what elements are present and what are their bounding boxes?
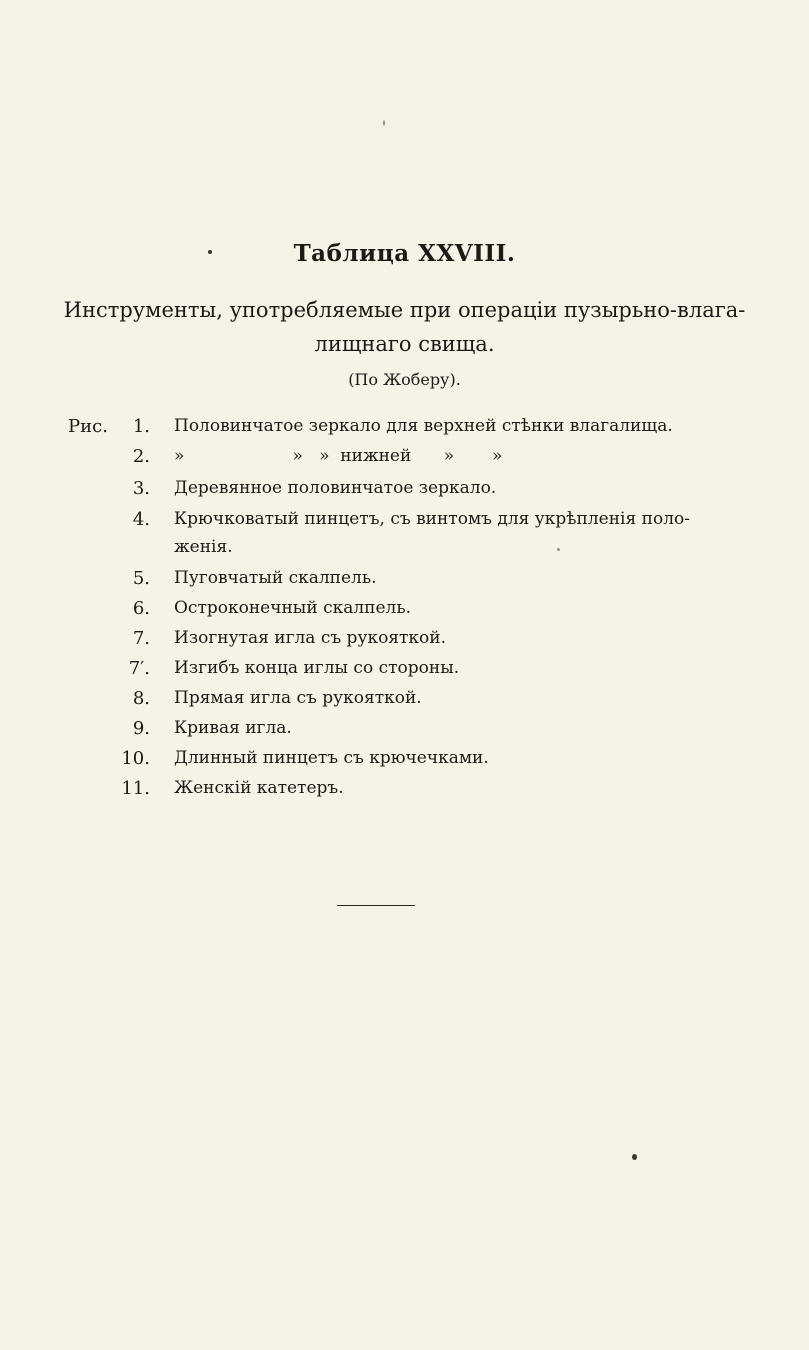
figure-number: 7′. <box>128 658 150 679</box>
list-item <box>0 598 809 628</box>
paper-speck <box>632 1154 637 1160</box>
list-item <box>0 688 809 718</box>
list-item <box>0 478 809 508</box>
closing-rule <box>337 905 415 906</box>
list-item <box>0 628 809 658</box>
figure-number: 7. <box>132 628 150 649</box>
figure-number: 1. <box>132 416 150 437</box>
list-item <box>0 748 809 778</box>
figure-number: 8. <box>132 688 150 709</box>
list-item <box>0 537 809 567</box>
figure-number: 11. <box>121 778 150 799</box>
figure-description: женія. <box>174 537 233 557</box>
figure-description: Крючковатый пинцетъ, съ винтомъ для укрѣпленія поло- <box>174 509 690 529</box>
figure-number: 4. <box>132 509 150 530</box>
paper-speck <box>383 120 385 126</box>
paper-speck <box>557 548 560 551</box>
figure-description: Остроконечный скалпель. <box>174 598 411 618</box>
figure-description: Изгибъ конца иглы со стороны. <box>174 658 460 678</box>
list-item <box>0 416 809 446</box>
subtitle-line-1: Инструменты, употребляемые при операціи пузырьно-влага- <box>63 298 746 322</box>
figure-description: » » » нижней » » <box>174 446 503 466</box>
figure-number: 10. <box>121 748 150 769</box>
figure-description: Деревянное половинчатое зеркало. <box>174 478 497 498</box>
figure-description: Пуговчатый скалпель. <box>174 568 377 588</box>
list-item <box>0 568 809 598</box>
list-item <box>0 778 809 808</box>
figure-number: 6. <box>132 598 150 619</box>
subtitle-line-2: лищнаго свища. <box>314 332 495 356</box>
figure-description: Половинчатое зеркало для верхней стѣнки влагалища. <box>174 416 673 436</box>
figure-description: Женскій катетеръ. <box>174 778 344 798</box>
list-item <box>0 446 809 476</box>
page-title: Таблица XXVIII. <box>293 240 516 267</box>
figure-prefix: Рис. <box>68 416 108 437</box>
source-note: (По Жоберу). <box>348 370 461 389</box>
figure-description: Изогнутая игла съ рукояткой. <box>174 628 447 648</box>
figure-description: Прямая игла съ рукояткой. <box>174 688 422 708</box>
figure-number: 9. <box>132 718 150 739</box>
list-item <box>0 718 809 748</box>
figure-description: Длинный пинцетъ съ крючечками. <box>174 748 489 768</box>
figure-number: 2. <box>132 446 150 467</box>
figure-description: Кривая игла. <box>174 718 292 738</box>
list-item <box>0 509 809 539</box>
paper-speck <box>208 250 212 254</box>
figure-number: 3. <box>132 478 150 499</box>
list-item <box>0 658 809 688</box>
figure-number: 5. <box>132 568 150 589</box>
